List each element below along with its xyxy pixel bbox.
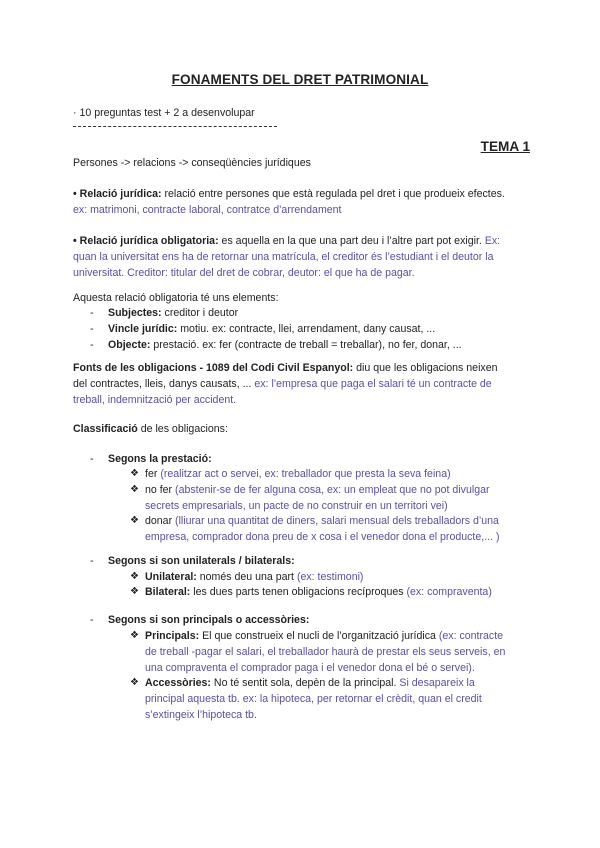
fonts-text: diu que les obligacions neixen — [353, 362, 498, 374]
bilateral-text: les dues parts tenen obligacions recíproques — [190, 586, 404, 598]
diamond-bullet-icon: ❖ — [130, 630, 139, 641]
unilateral-term: Unilateral: — [145, 571, 197, 583]
bullet: • — [73, 235, 77, 247]
element-term: Objecte: — [108, 339, 151, 351]
principals-term: Principals: — [145, 630, 200, 642]
element-term: Subjectes: — [108, 307, 162, 319]
document-title: FONAMENTS DEL DRET PATRIMONIAL — [171, 72, 429, 87]
fonts-term: Fonts de les obligacions - 1089 del Codi Civil Espanyol: — [73, 362, 354, 374]
diamond-bullet-icon: ❖ — [130, 468, 139, 479]
unilateral-example: (ex: testimoni) — [294, 571, 364, 583]
dash-marker: - — [90, 453, 94, 465]
element-text: creditor i deutor — [161, 307, 239, 319]
accessories-term: Accessòries: — [145, 677, 211, 689]
element-text: motiu. ex: contracte, llei, arrendament, dany causat, ... — [177, 323, 436, 335]
relacio-obligatoria-example-line1: quan la universitat ens ha de retornar una matrícula, el creditor és l’estudiant i el deutor la — [73, 251, 494, 263]
relacio-juridica-definition: relació entre persones que està regulada pel dret i que produeix efectes. — [161, 188, 505, 200]
principals-heading: Segons si son principals o accessòries: — [108, 614, 310, 626]
donar-example: (lliurar una quantitat de diners, salari mensual dels treballadors d’una — [172, 515, 499, 527]
relacio-obligatoria-definition: es aquella en la que una part deu i l’altre part pot exigir. — [218, 235, 482, 247]
intro-line: · 10 preguntas test + 2 a desenvolupar — [73, 107, 255, 119]
dash-marker: - — [90, 307, 94, 319]
section-heading-tema-1: TEMA 1 — [480, 139, 530, 154]
relacio-juridica-paragraph — [73, 186, 531, 218]
principals-example-line2: de treball -pagar el salari, el treballador haurà de prestar els seus serveis, en — [145, 646, 506, 658]
relacio-juridica-term: Relació jurídica: — [79, 188, 162, 200]
diamond-bullet-icon: ❖ — [130, 571, 139, 582]
unilaterals-heading: Segons si son unilaterals / bilaterals: — [108, 555, 295, 567]
donar-label: donar — [145, 515, 173, 527]
unilateral-text: només deu una part — [196, 571, 294, 583]
prestacio-heading: Segons la prestació: — [108, 453, 212, 465]
dash-marker: - — [90, 339, 94, 351]
relacio-obligatoria-term: Relació jurídica obligatoria: — [79, 235, 219, 247]
separator-line — [73, 126, 277, 127]
dash-marker: - — [90, 614, 94, 626]
classificacio-term: Classificació — [73, 423, 138, 435]
fonts-example-b: treball, indemnització per accident. — [73, 394, 237, 406]
no-fer-label: no fer — [145, 484, 173, 496]
relacio-obligatoria-ex-label: Ex: — [481, 235, 501, 247]
relacio-obligatoria-example-line2: universitat. Creditor: titular del dret de cobrar, deutor: el que ha de pagar. — [73, 267, 415, 279]
no-fer-example-line2: secrets empresarials, un pacte de no construir en un territori vei) — [145, 500, 448, 512]
classificacio-text: de les obligacions: — [137, 423, 228, 435]
principals-example-line3: una compraventa el comprador paga i el venedor dona el bé o servei). — [145, 662, 475, 674]
donar-example-line2: empresa, comprador dona preu de x cosa i el venedor dona el producte,... ) — [145, 531, 500, 543]
diamond-bullet-icon: ❖ — [130, 677, 139, 688]
diamond-bullet-icon: ❖ — [130, 484, 139, 495]
principals-example: (ex: contracte — [435, 630, 504, 642]
element-text: prestació. ex: fer (contracte de treball = treballar), no fer, donar, ... — [150, 339, 462, 351]
relacio-obligatoria-paragraph — [73, 233, 531, 281]
accessories-example-line2: principal aquesta tb. ex: la hipoteca, per retornar el crèdit, quan el credit — [145, 693, 482, 705]
subtitle-line: Persones -> relacions -> conseqüències jurídiques — [73, 157, 311, 169]
principals-text: El que construeix el nucli de l’organització jurídica — [199, 630, 436, 642]
fer-example: (realitzar act o servei, ex: treballador que presta la seva feina) — [157, 468, 451, 480]
dash-marker: - — [90, 323, 94, 335]
bullet: • — [73, 188, 77, 200]
diamond-bullet-icon: ❖ — [130, 586, 139, 597]
bilateral-example: (ex: compraventa) — [403, 586, 492, 598]
elements-intro: Aquesta relació obligatoria té uns elements: — [73, 292, 279, 304]
classificacio-line — [73, 421, 531, 437]
fer-label: fer — [145, 468, 158, 480]
fonts-example-a: ex: l’empresa que paga el salari té un contracte de — [251, 378, 492, 390]
fonts-paragraph — [73, 360, 531, 408]
accessories-example: Si desapareix la — [396, 677, 475, 689]
fonts-line2: del contractes, lleis, danys causats, ... — [73, 378, 252, 390]
diamond-bullet-icon: ❖ — [130, 515, 139, 526]
relacio-juridica-example: ex: matrimoni, contracte laboral, contratce d’arrendament — [73, 204, 342, 216]
bilateral-term: Bilateral: — [145, 586, 191, 598]
element-term: Vincle jurídic: — [108, 323, 178, 335]
no-fer-example: (abstenir-se de fer alguna cosa, ex: un empleat que no pot divulgar — [172, 484, 490, 496]
accessories-text: No té sentit sola, depèn de la principal. — [210, 677, 397, 689]
dash-marker: - — [90, 555, 94, 567]
accessories-example-line3: s’extingeix l’hipoteca tb. — [145, 709, 257, 721]
